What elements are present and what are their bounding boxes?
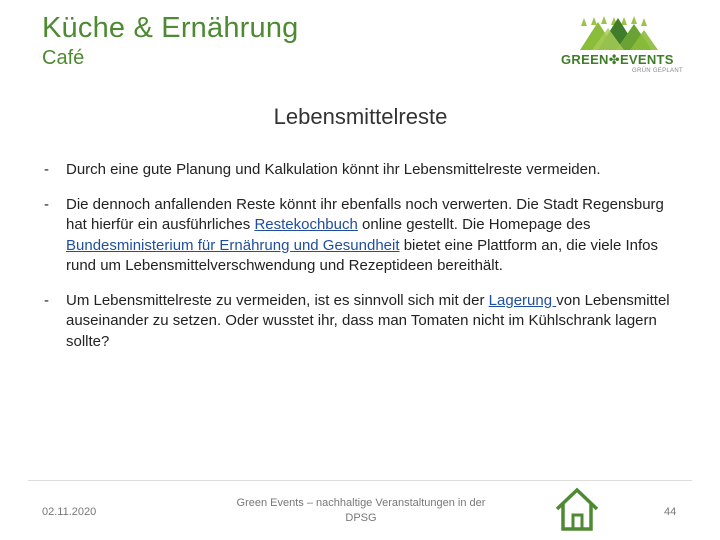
bullet-text: Durch eine gute Planung und Kalkulation könnt ihr Lebensmittelreste vermeiden. (66, 161, 601, 178)
clover-icon: ✤ (608, 52, 620, 67)
slide-title: Lebensmittelreste (273, 104, 448, 129)
bullet-text: Um Lebensmittelreste zu vermeiden, ist es sinnvoll sich mit der (66, 291, 489, 309)
list-item (44, 160, 684, 181)
bullet-dash: - (44, 291, 49, 309)
logo-tagline: GRÜN GEPLANT (632, 68, 683, 74)
list-item (44, 195, 684, 277)
bullet-text: von Lebensmittel auseinander zu setzen. Oder wusstet ihr, dass man Tomaten nicht im Kühlschrank lagern sollte? (66, 291, 670, 350)
logo-wordmark: GREEN✤EVENTS (561, 52, 674, 67)
page-number: 44 (664, 506, 677, 518)
bullet-text: bietet eine Plattform an, die viele Infos rund um Lebensmittelverschwendung und Rezeptideen bereithält. (66, 236, 659, 274)
lagerung-link[interactable]: Lagerung (488, 291, 557, 309)
section-subtitle: Café (42, 47, 85, 69)
bullet-list (44, 160, 684, 366)
list-item (44, 291, 684, 353)
home-icon[interactable] (553, 485, 601, 533)
bullet-dash: - (44, 161, 49, 178)
restekochbuch-link[interactable]: Restekochbuch (254, 216, 358, 233)
bullet-text: Die dennoch anfallenden Reste könnt ihr ebenfalls noch verwerten. Die Stadt Regensburg hat hierfür ein ausführliches (66, 195, 664, 233)
footer-divider (28, 480, 692, 481)
bullet-dash: - (44, 195, 49, 213)
bundesministerium-link[interactable]: Bundesministerium für Ernährung und Gesundheit (66, 236, 400, 254)
section-title: Küche & Ernährung (42, 12, 299, 44)
footer-date: 02.11.2020 (42, 506, 97, 518)
footer-caption: Green Events – nachhaltige Veranstaltungen in der DPSG (236, 497, 486, 524)
bullet-text: online gestellt. Die Homepage des (357, 216, 591, 233)
